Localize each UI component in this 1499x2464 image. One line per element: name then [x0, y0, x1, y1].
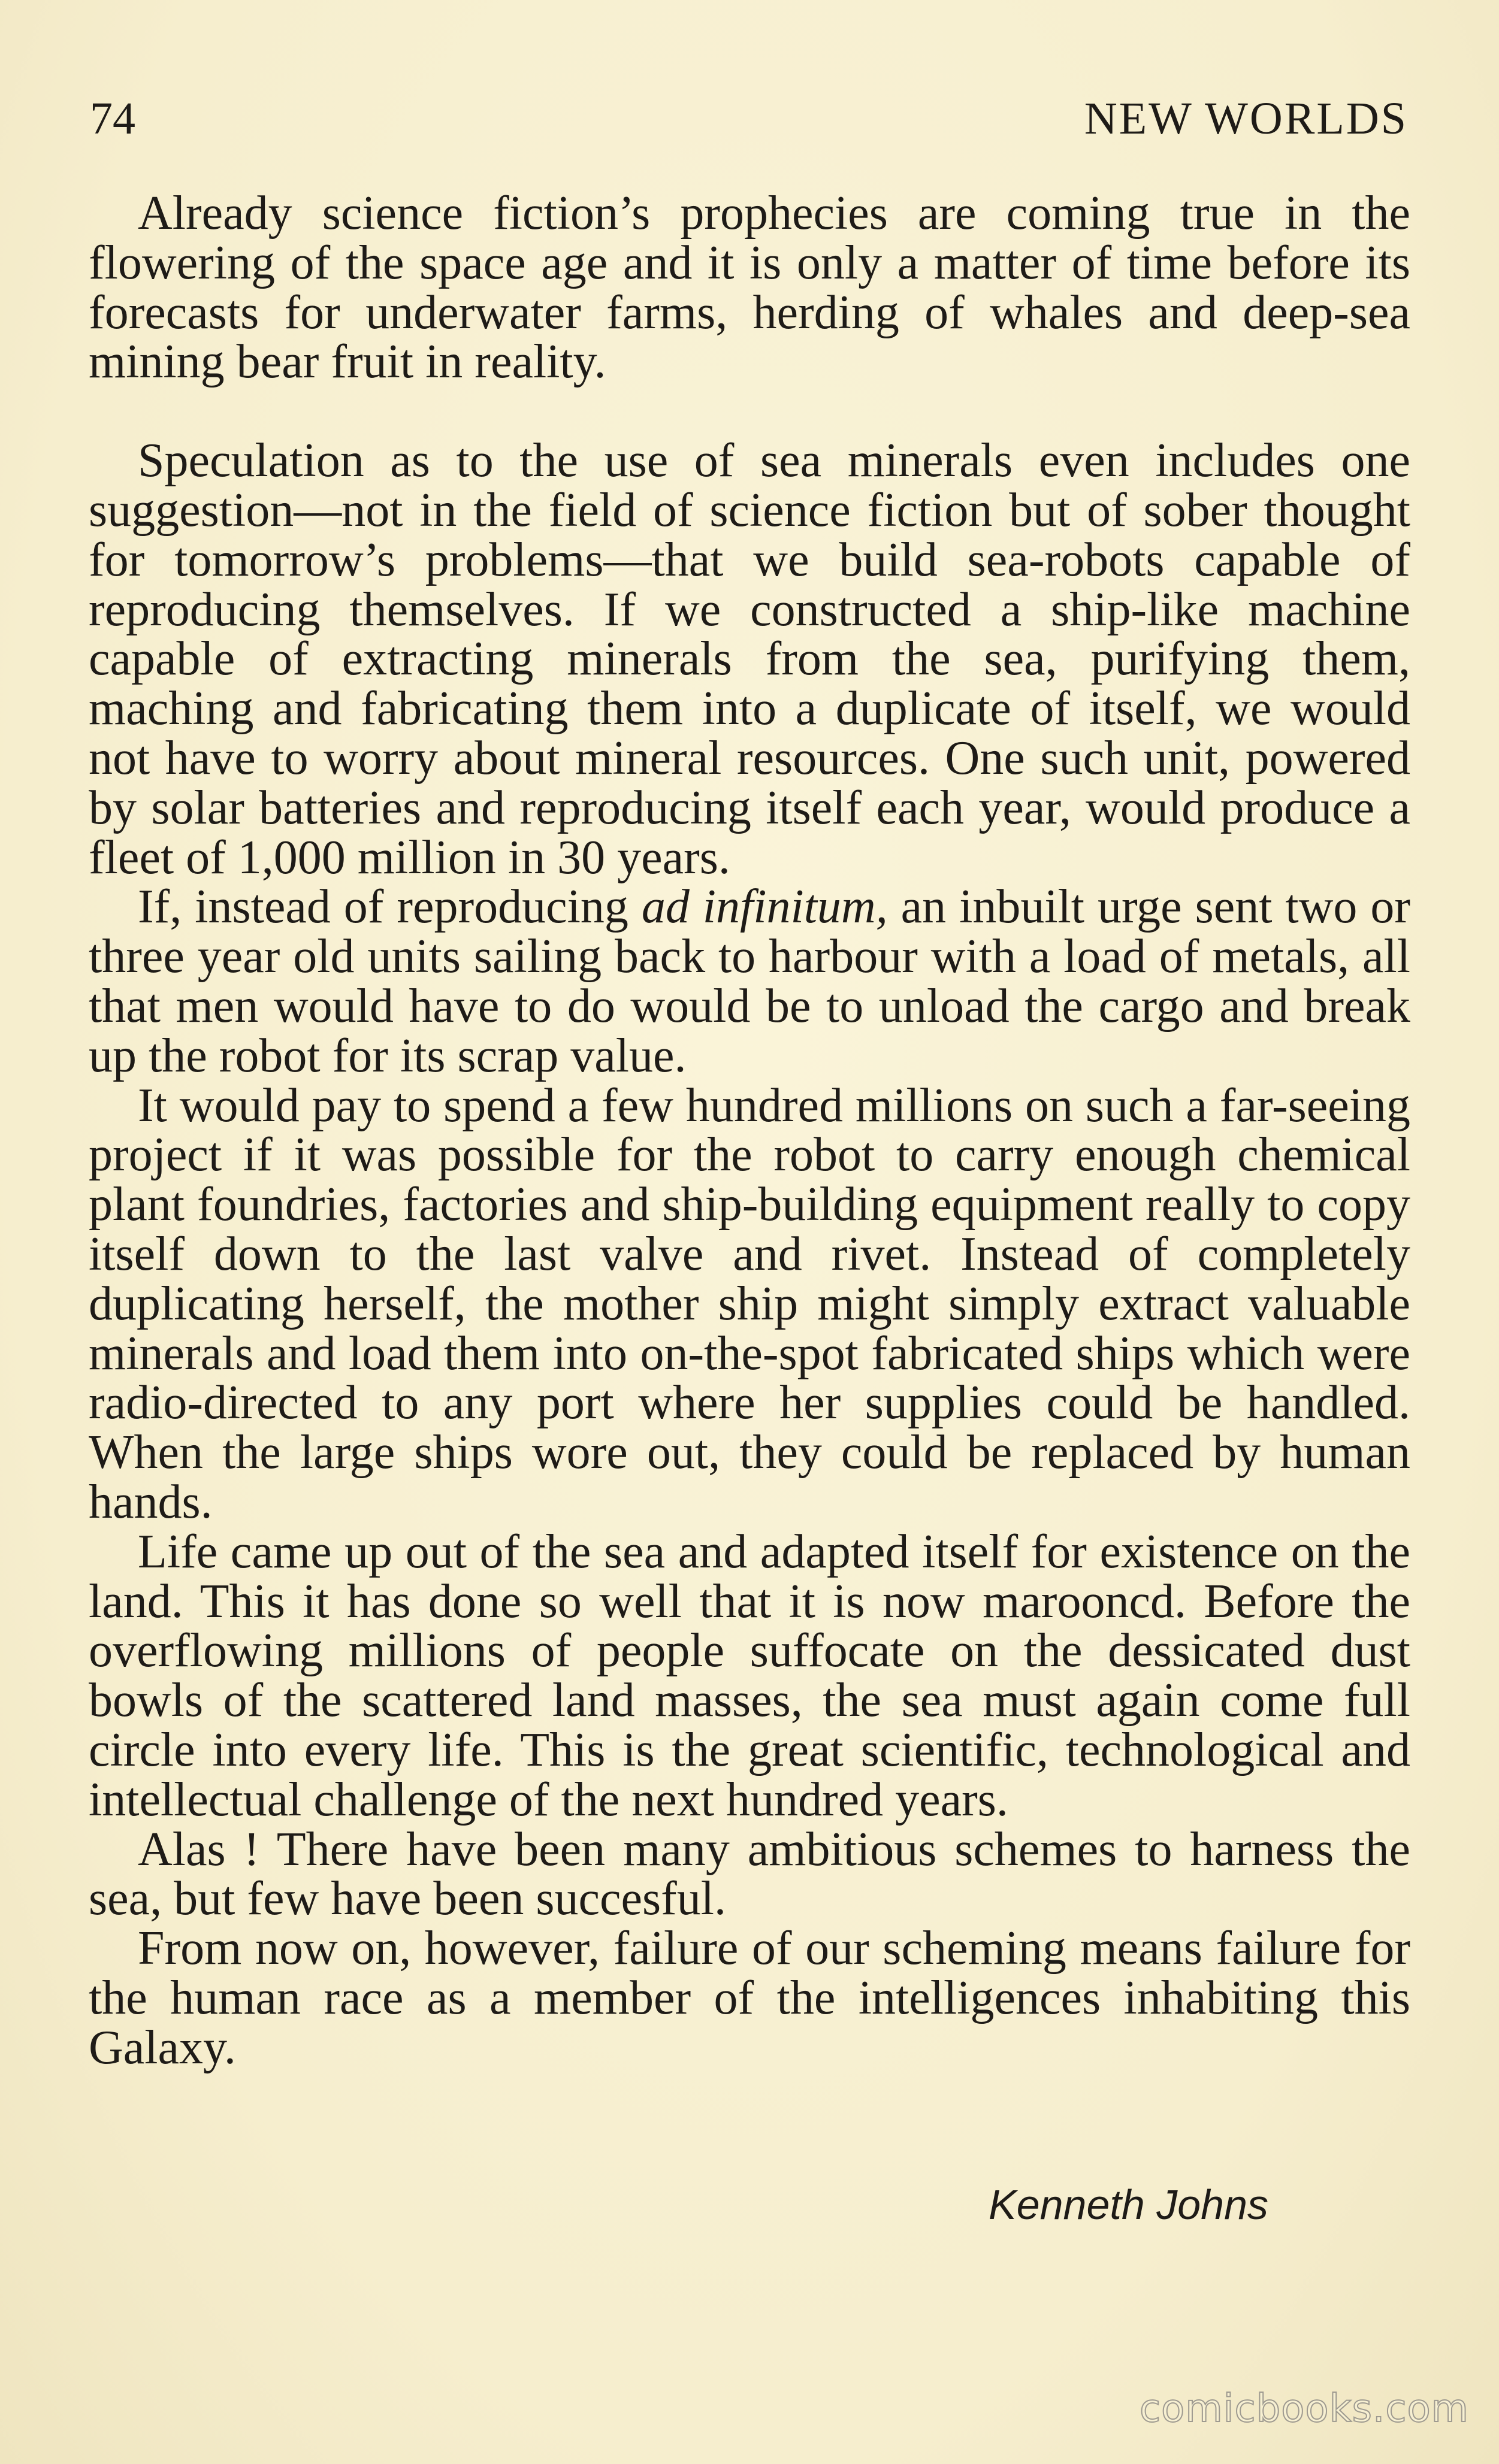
page-number: 74 [90, 93, 135, 144]
section-title: NEW WORLDS [1084, 93, 1408, 144]
paragraph-3-start: If, instead of reproducing [138, 880, 642, 934]
paragraph-2: Speculation as to the use of sea minerals even includes one suggestion—not in the field of science fiction but of sober thought for tomorrow’s problems—that we build sea-robots capable of reproducing themselves. If we constructed a ship-like machine capable of extracting minerals from the sea, purifying them, maching and fabricating them into a duplicate of itself, we would not have to worry about mineral resources. One such unit, powered by solar batteries and reproducing itself each year, would produce a fleet of 1,000 million in 30 years. [89, 434, 1410, 884]
paragraph-4: It would pay to spend a few hundred millions on such a far-seeing project if it was possible for the robot to carry enough chemical plant foundries, factories and ship-building equipment really to copy itself down to the last valve and rivet. Instead of completely duplicating herself, the mother ship might simply extract valuable minerals and load them into on-the-spot fabricated ships which were radio-directed to any port where her supplies could be handled. When the large ships wore out, they could be replaced by human hands. [89, 1079, 1410, 1528]
paragraph-5: Life came up out of the sea and adapted itself for existence on the land. This it has done so well that it is now marooncd. Before the overflowing millions of people suffocate on the dessicated dust bowls of the scattered land masses, the sea must again come full circle into every life. This is the great scientific, technological and intellectual challenge of the next hundred years. [89, 1525, 1410, 1826]
italic-phrase: ad infinitum, [641, 880, 888, 934]
paragraph-6: Alas ! There have been many ambitious schemes to harness the sea, but few have been succesful. [89, 1823, 1410, 1926]
running-head [90, 89, 1408, 149]
paragraph-3-rest: an inbuilt urge sent two or three year old units sailing back to harbour with a load of metals, all that men would have to do would be to unload the cargo and break up the robot for its scrap value. [89, 880, 1411, 1082]
watermark: comicbooks.com [1139, 2387, 1469, 2431]
paragraph-7: From now on, however, failure of our scheming means failure for the human race as a member of the intelligences inhabiting this Galaxy. [89, 1922, 1410, 2074]
author-signature: Kenneth Johns [989, 2181, 1269, 2228]
paragraph-3 [89, 882, 1410, 1080]
article-body [89, 189, 1410, 2072]
paragraph-1: Already science fiction’s prophecies are coming true in the flowering of the space age and it is only a matter of time before its forecasts for underwater farms, herding of whales and deep-sea mining bear fruit in reality. [89, 187, 1410, 389]
